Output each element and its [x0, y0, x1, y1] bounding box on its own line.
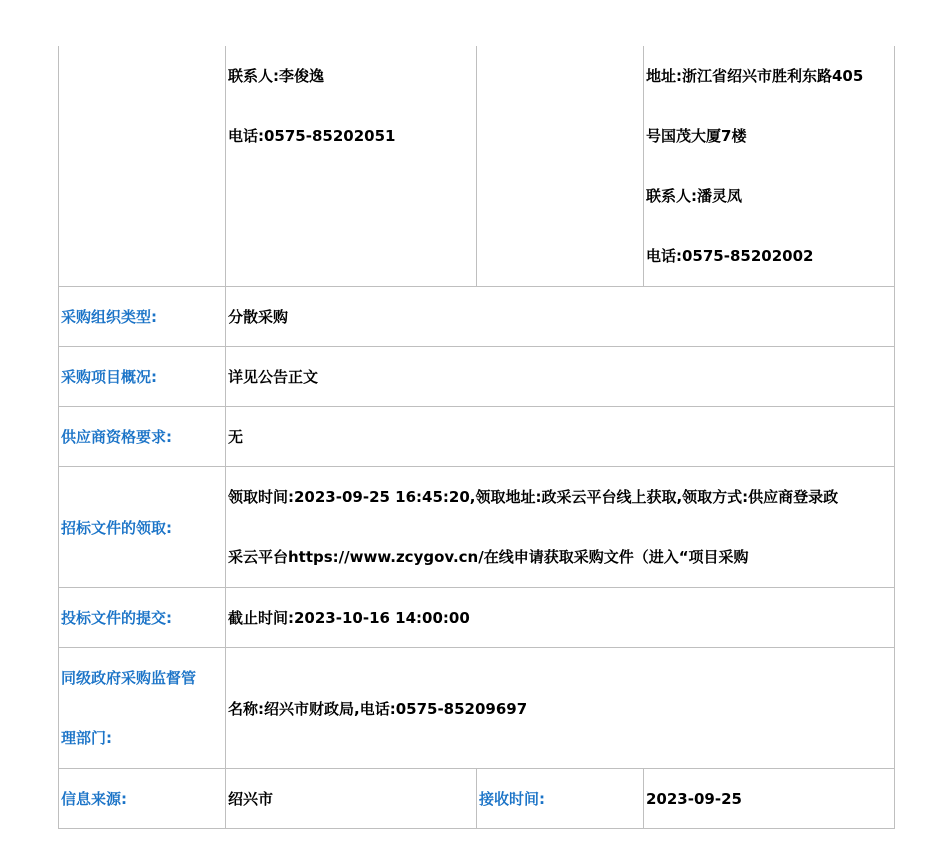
doc-obtain-value-cell: [226, 467, 895, 588]
agency-address-line1: 地址:浙江省绍兴市胜利东路405: [646, 67, 864, 85]
announcement-table: [58, 46, 895, 829]
org-type-label: 采购组织类型:: [59, 287, 226, 347]
agency-contact: 联系人:潘灵凤: [646, 187, 742, 205]
doc-obtain-label: 招标文件的领取:: [59, 467, 226, 588]
supervisor-label-line2: 理部门:: [61, 729, 112, 747]
agency-address-line2: 号国茂大厦7楼: [646, 127, 747, 145]
doc-submit-row: [59, 588, 895, 648]
source-value: 绍兴市: [226, 769, 477, 829]
doc-submit-value: 截止时间:2023-10-16 14:00:00: [226, 588, 895, 648]
footer-row: [59, 769, 895, 829]
org-type-row: [59, 287, 895, 347]
contact-row: [59, 46, 895, 287]
doc-obtain-value-line2: 采云平台https://www.zcygov.cn/在线申请获取采购文件（进入“项目采购: [228, 548, 749, 566]
qualification-value: 无: [226, 407, 895, 467]
doc-submit-label: 投标文件的提交:: [59, 588, 226, 648]
doc-obtain-value-line1: 领取时间:2023-09-25 16:45:20,领取地址:政采云平台线上获取,领取方式:供应商登录政: [228, 488, 839, 506]
agency-contact-cell: [644, 46, 895, 287]
doc-obtain-row: [59, 467, 895, 588]
purchaser-contact-cell: [226, 46, 477, 287]
purchaser-contact: 联系人:李俊逸: [228, 67, 324, 85]
agency-label-cell: [477, 46, 644, 287]
qualification-row: [59, 407, 895, 467]
qualification-label: 供应商资格要求:: [59, 407, 226, 467]
supervisor-label-line1: 同级政府采购监督管: [61, 669, 197, 687]
overview-label: 采购项目概况:: [59, 347, 226, 407]
org-type-value: 分散采购: [226, 287, 895, 347]
supervisor-row: [59, 648, 895, 769]
overview-row: [59, 347, 895, 407]
overview-value: 详见公告正文: [226, 347, 895, 407]
agency-phone: 电话:0575-85202002: [646, 247, 814, 265]
supervisor-label-cell: [59, 648, 226, 769]
received-label: 接收时间:: [477, 769, 644, 829]
contact-label-cell: [59, 46, 226, 287]
received-value: 2023-09-25: [644, 769, 895, 829]
supervisor-value: 名称:绍兴市财政局,电话:0575-85209697: [226, 648, 895, 769]
purchaser-phone: 电话:0575-85202051: [228, 127, 396, 145]
source-label: 信息来源:: [59, 769, 226, 829]
